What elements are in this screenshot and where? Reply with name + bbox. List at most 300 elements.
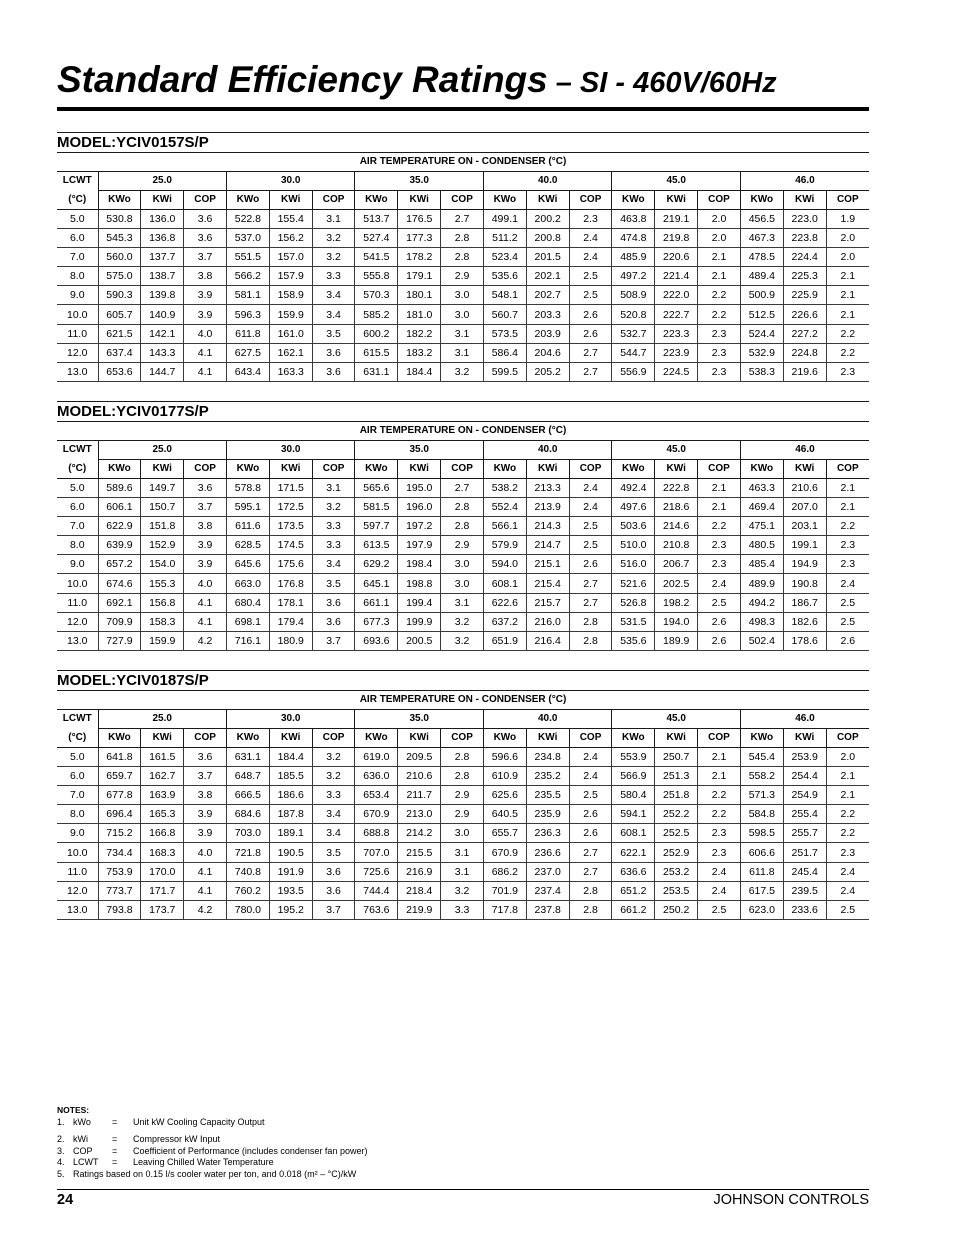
kwi-cell: 239.5 <box>783 881 826 900</box>
lcwt-cell: 6.0 <box>57 498 98 517</box>
cop-cell: 2.4 <box>569 479 612 498</box>
cop-cell: 2.4 <box>826 862 869 881</box>
kwo-cell: 659.7 <box>98 767 141 786</box>
table-row <box>57 805 869 824</box>
kwi-cell: 199.9 <box>398 612 441 631</box>
air-temperature-header: AIR TEMPERATURE ON - CONDENSER (°C) <box>57 422 869 441</box>
ratings-table-block <box>57 401 869 651</box>
cop-cell: 4.2 <box>184 631 227 650</box>
cop-cell: 2.1 <box>698 767 741 786</box>
cop-cell: 4.0 <box>184 843 227 862</box>
kwi-cell: 250.7 <box>655 748 698 767</box>
table-row <box>57 786 869 805</box>
kwi-cell: 190.8 <box>783 574 826 593</box>
kwi-cell: 159.9 <box>269 305 312 324</box>
cop-cell: 2.3 <box>698 555 741 574</box>
air-temperature-column: 30.0 <box>226 172 354 191</box>
kwo-column-header: KWo <box>612 191 655 210</box>
table-row <box>57 593 869 612</box>
model-row <box>57 133 869 153</box>
kwo-cell: 545.3 <box>98 229 141 248</box>
kwo-cell: 552.4 <box>483 498 526 517</box>
kwo-cell: 663.0 <box>226 574 269 593</box>
note-equals: = <box>112 1134 118 1144</box>
kwi-cell: 254.9 <box>783 786 826 805</box>
ratings-table-block <box>57 670 869 920</box>
table-row <box>57 517 869 536</box>
kwi-cell: 214.3 <box>526 517 569 536</box>
kwi-cell: 194.0 <box>655 612 698 631</box>
kwo-cell: 611.8 <box>226 324 269 343</box>
kwi-cell: 253.5 <box>655 881 698 900</box>
kwi-cell: 215.5 <box>398 843 441 862</box>
kwo-cell: 511.2 <box>483 229 526 248</box>
cop-cell: 4.1 <box>184 343 227 362</box>
kwi-cell: 203.3 <box>526 305 569 324</box>
kwi-cell: 200.2 <box>526 210 569 229</box>
table-row <box>57 343 869 362</box>
table-row <box>57 555 869 574</box>
cop-cell: 2.7 <box>569 574 612 593</box>
kwo-cell: 744.4 <box>355 881 398 900</box>
ratings-table <box>57 132 869 382</box>
cop-cell: 3.4 <box>312 555 355 574</box>
temperature-header-row <box>57 172 869 191</box>
kwo-cell: 545.4 <box>740 748 783 767</box>
note-number: 3. <box>57 1145 65 1156</box>
kwi-cell: 222.7 <box>655 305 698 324</box>
kwo-cell: 565.6 <box>355 479 398 498</box>
cop-cell: 3.4 <box>312 805 355 824</box>
cop-cell: 3.6 <box>184 479 227 498</box>
kwi-cell: 139.8 <box>141 286 184 305</box>
kwo-column-header: KWo <box>483 729 526 748</box>
kwo-cell: 503.6 <box>612 517 655 536</box>
kwo-cell: 622.6 <box>483 593 526 612</box>
kwi-cell: 158.9 <box>269 286 312 305</box>
note-number: 4. <box>57 1157 65 1167</box>
cop-cell: 3.4 <box>312 824 355 843</box>
table-row <box>57 612 869 631</box>
cop-cell: 2.5 <box>826 593 869 612</box>
kwi-cell: 197.2 <box>398 517 441 536</box>
cop-cell: 3.9 <box>184 286 227 305</box>
kwi-cell: 214.6 <box>655 517 698 536</box>
model-name: MODEL:YCIV0177S/P <box>57 402 869 422</box>
cop-cell: 3.2 <box>441 881 484 900</box>
kwo-cell: 589.6 <box>98 479 141 498</box>
note-number: 1. <box>57 1116 65 1127</box>
cop-column-header: COP <box>698 191 741 210</box>
kwo-cell: 596.6 <box>483 748 526 767</box>
cop-cell: 3.7 <box>184 248 227 267</box>
kwi-cell: 219.6 <box>783 362 826 381</box>
cop-cell: 3.2 <box>312 748 355 767</box>
cop-cell: 2.9 <box>441 267 484 286</box>
table-row <box>57 362 869 381</box>
cop-cell: 3.9 <box>184 824 227 843</box>
cop-column-header: COP <box>569 460 612 479</box>
cop-column-header: COP <box>441 191 484 210</box>
kwi-cell: 197.9 <box>398 536 441 555</box>
kwi-cell: 177.3 <box>398 229 441 248</box>
cop-cell: 2.5 <box>569 536 612 555</box>
kwo-cell: 692.1 <box>98 593 141 612</box>
kwo-cell: 610.9 <box>483 767 526 786</box>
kwo-cell: 553.9 <box>612 748 655 767</box>
cop-cell: 2.7 <box>569 343 612 362</box>
cop-column-header: COP <box>312 460 355 479</box>
kwi-cell: 198.2 <box>655 593 698 612</box>
cop-cell: 2.3 <box>826 536 869 555</box>
kwi-cell: 205.2 <box>526 362 569 381</box>
note-number: 5. <box>57 1168 65 1179</box>
kwi-cell: 136.0 <box>141 210 184 229</box>
kwi-cell: 213.9 <box>526 498 569 517</box>
kwi-cell: 155.3 <box>141 574 184 593</box>
cop-cell: 2.2 <box>826 343 869 362</box>
kwo-column-header: KWo <box>740 729 783 748</box>
kwo-cell: 581.5 <box>355 498 398 517</box>
kwo-cell: 551.5 <box>226 248 269 267</box>
cop-cell: 2.1 <box>826 267 869 286</box>
kwi-cell: 210.8 <box>655 536 698 555</box>
kwi-cell: 207.0 <box>783 498 826 517</box>
kwo-cell: 680.4 <box>226 593 269 612</box>
kwi-column-header: KWi <box>398 729 441 748</box>
note-number: 2. <box>57 1134 65 1144</box>
kwo-cell: 531.5 <box>612 612 655 631</box>
kwo-cell: 600.2 <box>355 324 398 343</box>
kwi-cell: 216.9 <box>398 862 441 881</box>
kwo-cell: 721.8 <box>226 843 269 862</box>
kwi-cell: 225.9 <box>783 286 826 305</box>
lcwt-cell: 9.0 <box>57 555 98 574</box>
cop-cell: 4.2 <box>184 900 227 919</box>
air-temperature-header: AIR TEMPERATURE ON - CONDENSER (°C) <box>57 153 869 172</box>
kwo-cell: 636.0 <box>355 767 398 786</box>
kwo-cell: 544.7 <box>612 343 655 362</box>
ratings-table <box>57 670 869 920</box>
cop-cell: 1.9 <box>826 210 869 229</box>
kwo-cell: 621.5 <box>98 324 141 343</box>
cop-cell: 4.1 <box>184 362 227 381</box>
lcwt-cell: 13.0 <box>57 631 98 650</box>
kwi-cell: 209.5 <box>398 748 441 767</box>
cop-cell: 4.0 <box>184 574 227 593</box>
kwo-cell: 651.9 <box>483 631 526 650</box>
ratings-table <box>57 401 869 651</box>
cop-cell: 3.5 <box>312 324 355 343</box>
kwi-cell: 223.0 <box>783 210 826 229</box>
cop-cell: 3.5 <box>312 574 355 593</box>
kwi-column-header: KWi <box>526 729 569 748</box>
cop-cell: 3.3 <box>312 267 355 286</box>
kwi-cell: 186.6 <box>269 786 312 805</box>
kwo-cell: 725.6 <box>355 862 398 881</box>
kwo-cell: 698.1 <box>226 612 269 631</box>
cop-cell: 2.5 <box>569 517 612 536</box>
kwi-cell: 138.7 <box>141 267 184 286</box>
cop-cell: 3.9 <box>184 555 227 574</box>
kwi-cell: 224.5 <box>655 362 698 381</box>
kwo-cell: 599.5 <box>483 362 526 381</box>
lcwt-cell: 5.0 <box>57 748 98 767</box>
cop-cell: 2.6 <box>569 305 612 324</box>
kwi-cell: 171.7 <box>141 881 184 900</box>
cop-cell: 3.9 <box>184 536 227 555</box>
lcwt-cell: 5.0 <box>57 210 98 229</box>
kwo-cell: 631.1 <box>355 362 398 381</box>
cop-cell: 3.0 <box>441 286 484 305</box>
kwi-cell: 219.8 <box>655 229 698 248</box>
kwo-cell: 596.3 <box>226 305 269 324</box>
cop-cell: 2.7 <box>569 862 612 881</box>
cop-cell: 2.9 <box>441 786 484 805</box>
cop-cell: 2.1 <box>698 498 741 517</box>
note-equals: = <box>112 1116 118 1127</box>
kwo-cell: 475.1 <box>740 517 783 536</box>
kwi-cell: 235.2 <box>526 767 569 786</box>
kwi-cell: 165.3 <box>141 805 184 824</box>
table-row <box>57 229 869 248</box>
lcwt-cell: 9.0 <box>57 286 98 305</box>
kwi-cell: 149.7 <box>141 479 184 498</box>
kwi-cell: 142.1 <box>141 324 184 343</box>
kwi-cell: 175.6 <box>269 555 312 574</box>
page-title <box>57 61 777 101</box>
note-item <box>57 1157 869 1169</box>
kwo-cell: 474.8 <box>612 229 655 248</box>
cop-cell: 3.7 <box>312 900 355 919</box>
kwo-cell: 566.1 <box>483 517 526 536</box>
air-temperature-column: 40.0 <box>483 441 611 460</box>
table-row <box>57 324 869 343</box>
cop-cell: 2.4 <box>569 748 612 767</box>
kwo-cell: 753.9 <box>98 862 141 881</box>
table-row <box>57 900 869 919</box>
air-temperature-column: 25.0 <box>98 172 226 191</box>
kwo-cell: 670.9 <box>483 843 526 862</box>
air-temperature-header: AIR TEMPERATURE ON - CONDENSER (°C) <box>57 691 869 710</box>
kwo-cell: 727.9 <box>98 631 141 650</box>
kwi-cell: 182.2 <box>398 324 441 343</box>
cop-cell: 3.0 <box>441 574 484 593</box>
temperature-header-row <box>57 441 869 460</box>
kwo-cell: 489.4 <box>740 267 783 286</box>
model-name: MODEL:YCIV0157S/P <box>57 133 869 153</box>
kwo-cell: 606.6 <box>740 843 783 862</box>
kwo-cell: 521.6 <box>612 574 655 593</box>
note-equals: = <box>112 1145 118 1156</box>
cop-cell: 3.1 <box>441 862 484 881</box>
cop-cell: 3.2 <box>312 767 355 786</box>
cop-cell: 3.6 <box>184 229 227 248</box>
kwi-cell: 184.4 <box>269 748 312 767</box>
kwo-cell: 623.0 <box>740 900 783 919</box>
air-temperature-column: 45.0 <box>612 710 740 729</box>
table-row <box>57 748 869 767</box>
kwo-cell: 677.8 <box>98 786 141 805</box>
kwo-cell: 693.6 <box>355 631 398 650</box>
kwo-cell: 523.4 <box>483 248 526 267</box>
cop-cell: 2.7 <box>569 593 612 612</box>
cop-cell: 2.6 <box>698 612 741 631</box>
kwi-cell: 143.3 <box>141 343 184 362</box>
kwi-column-header: KWi <box>269 460 312 479</box>
kwi-cell: 251.7 <box>783 843 826 862</box>
cop-cell: 3.0 <box>441 824 484 843</box>
cop-cell: 2.7 <box>569 362 612 381</box>
cop-column-header: COP <box>184 729 227 748</box>
cop-cell: 3.1 <box>441 343 484 362</box>
kwo-cell: 615.5 <box>355 343 398 362</box>
kwi-cell: 151.8 <box>141 517 184 536</box>
notes-heading: NOTES: <box>57 1105 90 1115</box>
kwo-cell: 581.1 <box>226 286 269 305</box>
page-number: 24 <box>57 1192 74 1208</box>
kwo-cell: 586.4 <box>483 343 526 362</box>
kwi-cell: 251.8 <box>655 786 698 805</box>
kwo-cell: 494.2 <box>740 593 783 612</box>
kwo-column-header: KWo <box>355 191 398 210</box>
kwo-cell: 643.4 <box>226 362 269 381</box>
kwi-cell: 163.3 <box>269 362 312 381</box>
kwi-cell: 176.8 <box>269 574 312 593</box>
cop-cell: 2.2 <box>698 517 741 536</box>
lcwt-cell: 11.0 <box>57 862 98 881</box>
kwi-cell: 200.8 <box>526 229 569 248</box>
cop-cell: 3.7 <box>312 631 355 650</box>
kwi-cell: 196.0 <box>398 498 441 517</box>
cop-cell: 3.8 <box>184 267 227 286</box>
air-temperature-column: 35.0 <box>355 172 483 191</box>
kwi-cell: 150.7 <box>141 498 184 517</box>
cop-cell: 3.6 <box>312 362 355 381</box>
kwo-cell: 594.0 <box>483 555 526 574</box>
kwo-cell: 513.7 <box>355 210 398 229</box>
cop-cell: 2.7 <box>441 210 484 229</box>
cop-cell: 2.8 <box>569 881 612 900</box>
cop-cell: 2.4 <box>569 248 612 267</box>
cop-column-header: COP <box>826 191 869 210</box>
kwo-cell: 696.4 <box>98 805 141 824</box>
kwi-cell: 237.0 <box>526 862 569 881</box>
kwo-cell: 625.6 <box>483 786 526 805</box>
kwi-column-header: KWi <box>398 460 441 479</box>
cop-cell: 2.8 <box>441 248 484 267</box>
kwi-cell: 211.7 <box>398 786 441 805</box>
kwo-cell: 580.4 <box>612 786 655 805</box>
table-row <box>57 305 869 324</box>
kwi-cell: 250.2 <box>655 900 698 919</box>
kwo-column-header: KWo <box>226 729 269 748</box>
kwi-cell: 223.9 <box>655 343 698 362</box>
kwo-cell: 619.0 <box>355 748 398 767</box>
cop-cell: 2.8 <box>569 900 612 919</box>
cop-cell: 2.3 <box>698 824 741 843</box>
cop-column-header: COP <box>441 460 484 479</box>
kwi-cell: 179.1 <box>398 267 441 286</box>
kwo-cell: 655.7 <box>483 824 526 843</box>
cop-cell: 2.5 <box>569 286 612 305</box>
cop-cell: 3.2 <box>312 229 355 248</box>
kwi-cell: 136.8 <box>141 229 184 248</box>
cop-cell: 3.4 <box>312 305 355 324</box>
cop-cell: 3.2 <box>312 498 355 517</box>
table-row <box>57 843 869 862</box>
kwo-cell: 645.1 <box>355 574 398 593</box>
lcwt-cell: 7.0 <box>57 517 98 536</box>
cop-cell: 2.6 <box>826 631 869 650</box>
kwi-cell: 181.0 <box>398 305 441 324</box>
cop-cell: 3.6 <box>312 881 355 900</box>
air-temperature-column: 40.0 <box>483 172 611 191</box>
kwi-cell: 210.6 <box>398 767 441 786</box>
cop-cell: 2.1 <box>698 479 741 498</box>
kwo-cell: 611.6 <box>226 517 269 536</box>
cop-column-header: COP <box>569 729 612 748</box>
cop-cell: 3.9 <box>184 805 227 824</box>
kwo-cell: 560.0 <box>98 248 141 267</box>
note-item <box>57 1134 869 1146</box>
cop-cell: 3.2 <box>441 612 484 631</box>
kwi-cell: 237.4 <box>526 881 569 900</box>
kwo-cell: 605.7 <box>98 305 141 324</box>
kwo-column-header: KWo <box>483 191 526 210</box>
kwo-cell: 670.9 <box>355 805 398 824</box>
footer-rule <box>57 1189 869 1190</box>
kwo-cell: 641.8 <box>98 748 141 767</box>
lcwt-cell: 12.0 <box>57 343 98 362</box>
kwi-cell: 214.2 <box>398 824 441 843</box>
kwo-cell: 478.5 <box>740 248 783 267</box>
cop-cell: 2.4 <box>569 498 612 517</box>
kwo-cell: 740.8 <box>226 862 269 881</box>
cop-cell: 2.1 <box>698 267 741 286</box>
cop-cell: 2.3 <box>698 843 741 862</box>
kwo-cell: 500.9 <box>740 286 783 305</box>
kwo-cell: 760.2 <box>226 881 269 900</box>
kwi-cell: 255.4 <box>783 805 826 824</box>
kwi-cell: 195.2 <box>269 900 312 919</box>
lcwt-cell: 8.0 <box>57 805 98 824</box>
cop-cell: 2.5 <box>826 612 869 631</box>
cop-cell: 3.8 <box>184 517 227 536</box>
cop-cell: 2.2 <box>826 805 869 824</box>
cop-cell: 3.3 <box>312 536 355 555</box>
lcwt-unit: (°C) <box>57 191 98 210</box>
cop-cell: 2.2 <box>826 517 869 536</box>
air-temperature-column: 46.0 <box>740 441 869 460</box>
kwo-cell: 653.4 <box>355 786 398 805</box>
kwi-column-header: KWi <box>655 729 698 748</box>
kwo-column-header: KWo <box>355 729 398 748</box>
kwo-column-header: KWo <box>740 460 783 479</box>
kwo-column-header: KWo <box>98 729 141 748</box>
kwo-cell: 677.3 <box>355 612 398 631</box>
kwi-column-header: KWi <box>526 460 569 479</box>
kwi-cell: 224.8 <box>783 343 826 362</box>
kwi-column-header: KWi <box>783 191 826 210</box>
kwi-cell: 172.5 <box>269 498 312 517</box>
air-temperature-column: 45.0 <box>612 441 740 460</box>
cop-cell: 2.6 <box>569 324 612 343</box>
cop-cell: 2.5 <box>698 593 741 612</box>
kwo-cell: 497.2 <box>612 267 655 286</box>
kwo-cell: 463.8 <box>612 210 655 229</box>
kwi-cell: 193.5 <box>269 881 312 900</box>
